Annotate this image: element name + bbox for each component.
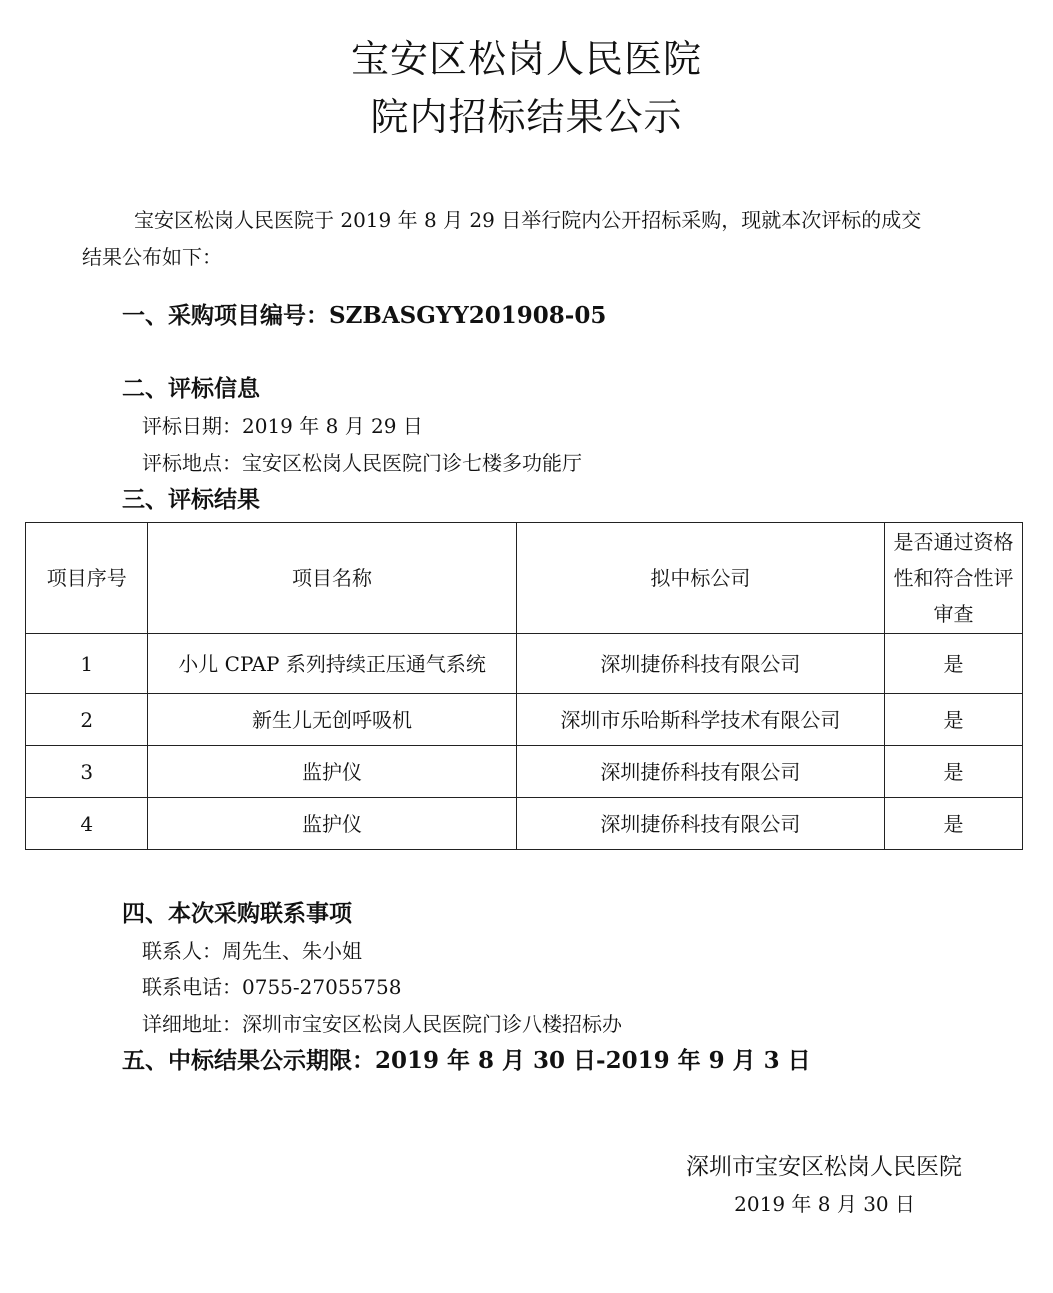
cell-company: 深圳捷侨科技有限公司 bbox=[516, 798, 884, 850]
section2-heading: 二、评标信息 bbox=[122, 375, 260, 402]
cell-qualification: 是 bbox=[885, 746, 1023, 798]
cell-project-name: 监护仪 bbox=[148, 746, 516, 798]
intro-text-line2: 结果公布如下： bbox=[82, 245, 222, 269]
result-table bbox=[25, 522, 1023, 850]
intro-text-line1: 宝安区松岗人民医院于 2019 年 8 月 29 日举行院内公开招标采购，现就本次评标的成交 bbox=[134, 208, 922, 232]
header-cell-index: 项目序号 bbox=[26, 523, 148, 634]
signature-organization: 深圳市宝安区松岗人民医院 bbox=[686, 1154, 962, 1180]
cell-qualification: 是 bbox=[885, 634, 1023, 694]
header-cell-company: 拟中标公司 bbox=[516, 523, 884, 634]
document-subtitle: 院内招标结果公示 bbox=[370, 95, 683, 139]
table-row bbox=[26, 694, 1023, 746]
cell-company: 深圳捷侨科技有限公司 bbox=[516, 634, 884, 694]
cell-index: 2 bbox=[26, 694, 148, 746]
signature-date: 2019 年 8 月 30 日 bbox=[734, 1192, 915, 1216]
cell-project-name: 监护仪 bbox=[148, 798, 516, 850]
table-row bbox=[26, 798, 1023, 850]
contact-person: 联系人：周先生、朱小姐 bbox=[142, 939, 362, 963]
table-header-row bbox=[26, 523, 1023, 634]
section4-heading: 四、本次采购联系事项 bbox=[122, 900, 352, 927]
cell-company: 深圳捷侨科技有限公司 bbox=[516, 746, 884, 798]
cell-index: 1 bbox=[26, 634, 148, 694]
contact-address: 详细地址：深圳市宝安区松岗人民医院门诊八楼招标办 bbox=[142, 1012, 622, 1036]
cell-index: 4 bbox=[26, 798, 148, 850]
section1-heading: 一、采购项目编号：SZBASGYY201908-05 bbox=[122, 302, 607, 329]
cell-company: 深圳市乐哈斯科学技术有限公司 bbox=[516, 694, 884, 746]
cell-index: 3 bbox=[26, 746, 148, 798]
header-cell-qualification: 是否通过资格性和符合性评审查 bbox=[885, 523, 1023, 634]
table-row bbox=[26, 634, 1023, 694]
cell-qualification: 是 bbox=[885, 694, 1023, 746]
header-cell-project-name: 项目名称 bbox=[148, 523, 516, 634]
cell-project-name: 小儿 CPAP 系列持续正压通气系统 bbox=[148, 634, 516, 694]
cell-qualification: 是 bbox=[885, 798, 1023, 850]
evaluation-place: 评标地点：宝安区松岗人民医院门诊七楼多功能厅 bbox=[142, 451, 582, 475]
contact-phone: 联系电话：0755-27055758 bbox=[142, 975, 402, 999]
evaluation-date: 评标日期：2019 年 8 月 29 日 bbox=[142, 414, 423, 438]
table-row bbox=[26, 746, 1023, 798]
document-title: 宝安区松岗人民医院 bbox=[350, 37, 702, 81]
cell-project-name: 新生儿无创呼吸机 bbox=[148, 694, 516, 746]
section3-heading: 三、评标结果 bbox=[122, 486, 260, 513]
section5-heading: 五、中标结果公示期限：2019 年 8 月 30 日-2019 年 9 月 3 日 bbox=[122, 1047, 811, 1074]
